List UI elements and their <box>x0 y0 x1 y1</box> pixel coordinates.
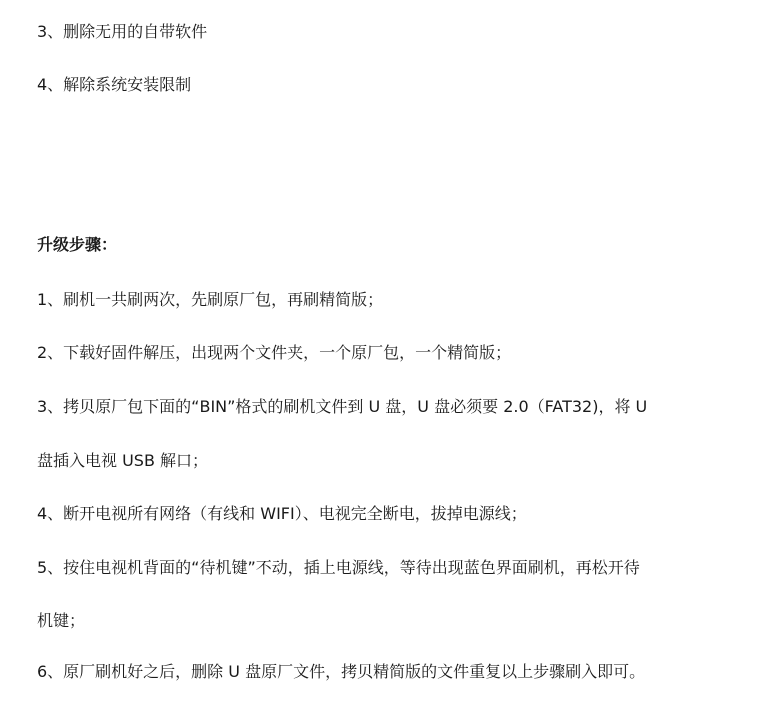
step-line: 3、拷贝原厂包下面的“BIN”格式的刷机文件到 U 盘，U 盘必须要 2.0（FAT32)，将 U <box>37 397 648 416</box>
step-line: 5、按住电视机背面的“待机键”不动，插上电源线，等待出现蓝色界面刷机，再松开待 <box>37 558 640 577</box>
step-line: 1、刷机一共刷两次，先刷原厂包，再刷精简版； <box>37 290 384 309</box>
step-line: 盘插入电视 USB 解口； <box>37 451 209 470</box>
step-line: 机键； <box>37 611 86 630</box>
list-item: 4、解除系统安装限制 <box>37 75 192 94</box>
step-line: 2、下载好固件解压，出现两个文件夹，一个原厂包，一个精简版； <box>37 343 512 362</box>
step-line: 6、原厂刷机好之后，删除 U 盘原厂文件，拷贝精简版的文件重复以上步骤刷入即可。 <box>37 662 646 681</box>
section-heading: 升级步骤： <box>37 235 118 254</box>
step-line: 4、断开电视所有网络（有线和 WIFI）、电视完全断电，拔掉电源线； <box>37 504 527 523</box>
list-item: 3、删除无用的自带软件 <box>37 22 208 41</box>
